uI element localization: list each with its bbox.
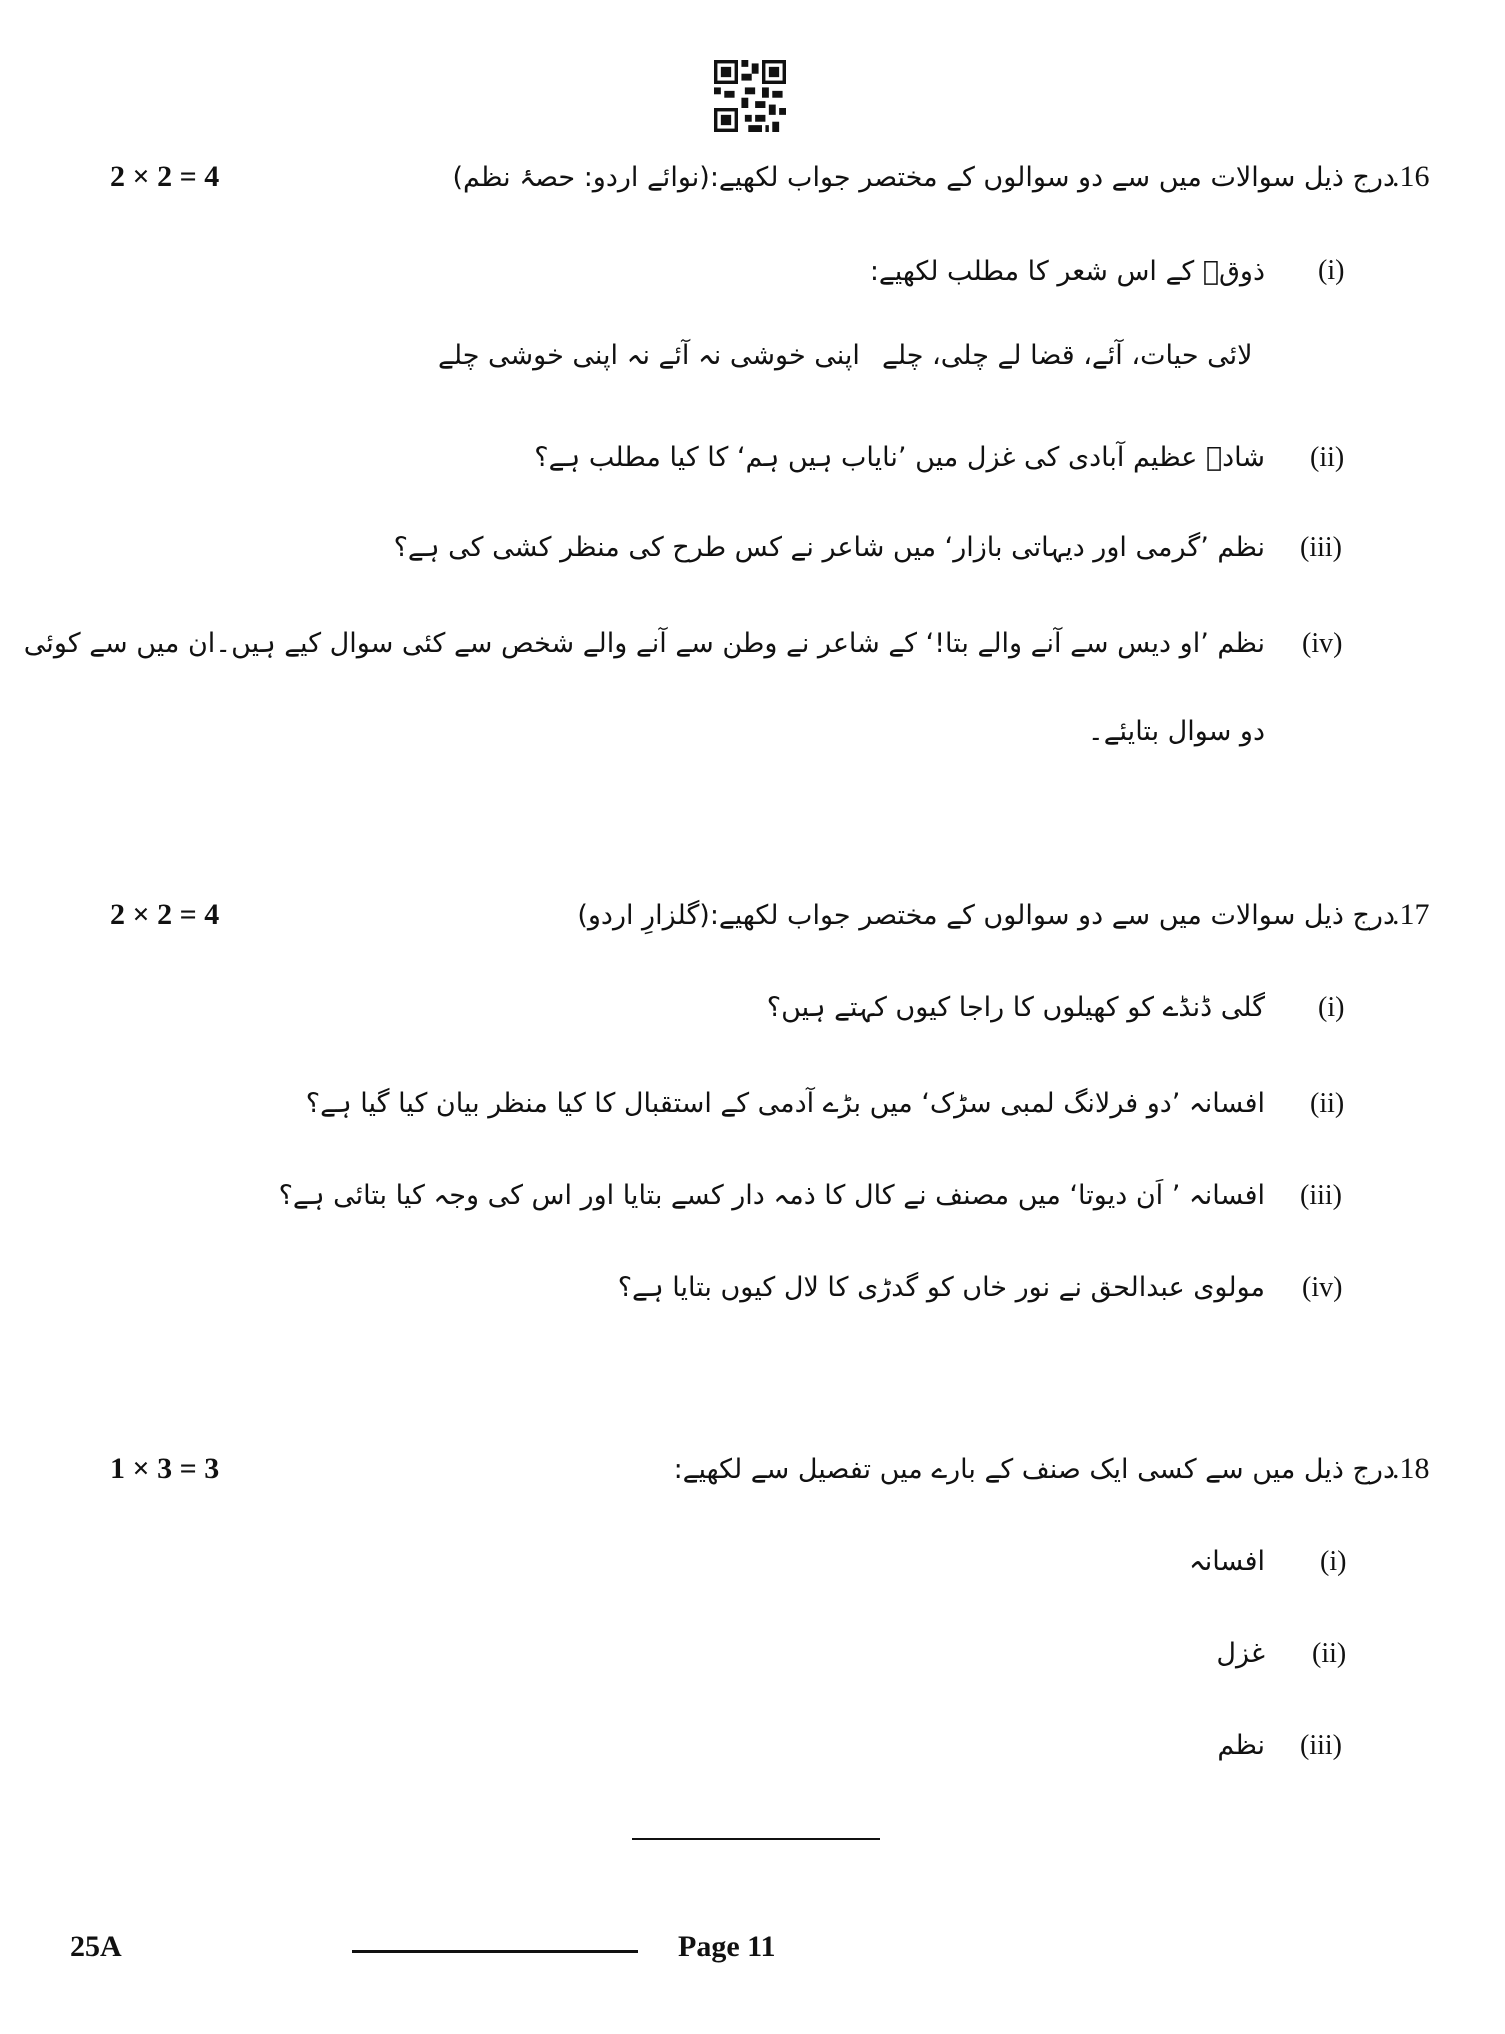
q16-item-1-label: (i) <box>1318 255 1345 286</box>
couplet-line-2: اپنی خوشی نہ آئے نہ اپنی خوشی چلے <box>438 340 860 371</box>
q18-number: .18 <box>1392 1452 1430 1485</box>
q17-item-4-text: مولوی عبدالحق نے نور خاں کو گدڑی کا لال کیوں بتایا ہے؟ <box>617 1272 1265 1303</box>
q17-item-2-text: افسانہ ’دو فرلانگ لمبی سڑک‘ میں بڑے آدمی کے استقبال کا کیا منظر بیان کیا گیا ہے؟ <box>305 1088 1265 1119</box>
q17-item-3-text: افسانہ ’ اَن دیوتا‘ میں مصنف نے کال کا ذمہ دار کسے بتایا اور اس کی وجہ کیا بتائی ہے؟ <box>278 1180 1265 1211</box>
q17-marks: 2 × 2 = 4 <box>110 898 220 931</box>
end-of-section-rule <box>632 1838 880 1840</box>
q18-marks: 1 × 3 = 3 <box>110 1452 220 1485</box>
q18-item-2-label: (ii) <box>1312 1638 1347 1669</box>
q18-item-3-text: نظم <box>1217 1730 1265 1761</box>
q16-item-3-text: نظم ’گرمی اور دیہاتی بازار‘ میں شاعر نے کس طرح کی منظر کشی کی ہے؟ <box>393 532 1265 563</box>
couplet-line-1: لائی حیات، آئے، قضا لے چلی، چلے <box>882 340 1253 371</box>
q17-item-1-text: گلی ڈنڈے کو کھیلوں کا راجا کیوں کہتے ہیں؟ <box>766 992 1265 1023</box>
q18-item-3-label: (iii) <box>1300 1730 1342 1761</box>
q18-item-1-text: افسانہ <box>1188 1546 1265 1577</box>
q16-item-2-text: شادؔ عظیم آبادی کی غزل میں ’نایاب ہیں ہم‘ کا کیا مطلب ہے؟ <box>534 442 1265 473</box>
q17-stem: درج ذیل سوالات میں سے دو سوالوں کے مختصر جواب لکھیے:(گلزارِ اردو) <box>577 900 1395 931</box>
page-number: Page 11 <box>678 1930 776 1963</box>
q16-stem: درج ذیل سوالات میں سے دو سوالوں کے مختصر جواب لکھیے:(نوائے اردو: حصۂ نظم) <box>452 162 1395 193</box>
q17-item-4-label: (iv) <box>1302 1272 1343 1303</box>
q17-item-2-label: (ii) <box>1310 1088 1345 1119</box>
q16-item-4-text-cont: دو سوال بتایئے۔ <box>1087 716 1265 747</box>
q16-item-4-label: (iv) <box>1302 628 1343 659</box>
q16-item-3-label: (iii) <box>1300 532 1342 563</box>
q17-item-3-label: (iii) <box>1300 1180 1342 1211</box>
q16-item-1-text: ذوقؔ کے اس شعر کا مطلب لکھیے: <box>869 256 1265 287</box>
q16-number: .16 <box>1392 160 1430 193</box>
qr-code-icon <box>714 60 786 132</box>
q16-marks: 2 × 2 = 4 <box>110 160 220 193</box>
q17-number: .17 <box>1392 898 1430 931</box>
q16-item-4-text: نظم ’او دیس سے آنے والے بتا!‘ کے شاعر نے وطن سے آنے والے شخص سے کئی سوال کیے ہیں۔ان میں سے کوئی <box>23 628 1265 659</box>
q18-item-2-text: غزل <box>1216 1638 1265 1669</box>
q17-item-1-label: (i) <box>1318 992 1345 1023</box>
q18-item-1-label: (i) <box>1320 1546 1347 1577</box>
footer-rule <box>352 1950 638 1953</box>
q16-item-2-label: (ii) <box>1310 442 1345 473</box>
paper-code: 25A <box>70 1930 122 1963</box>
q18-stem: درج ذیل میں سے کسی ایک صنف کے بارے میں تفصیل سے لکھیے: <box>673 1454 1395 1485</box>
